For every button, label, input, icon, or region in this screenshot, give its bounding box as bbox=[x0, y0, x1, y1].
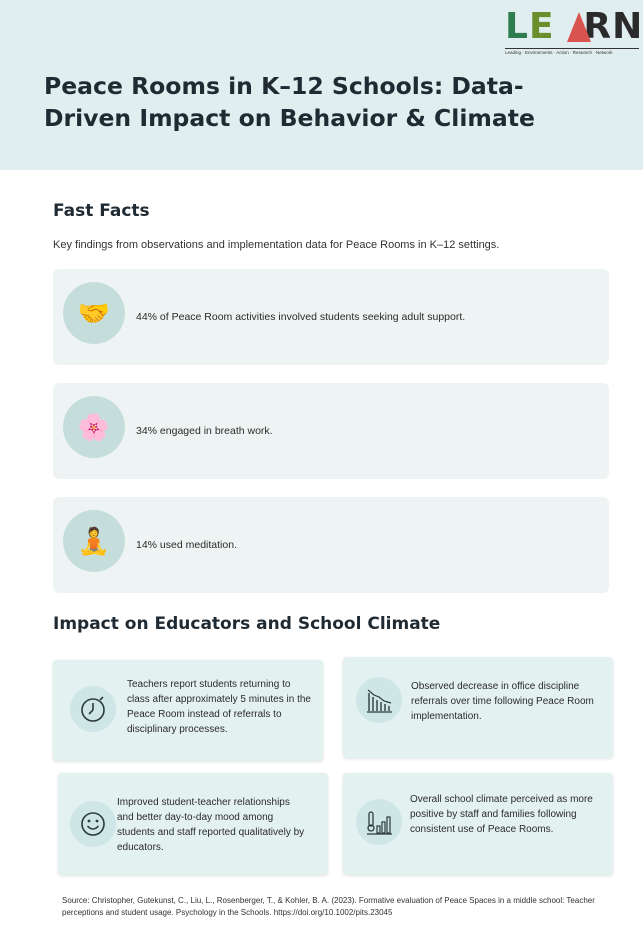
fact-card bbox=[53, 497, 609, 593]
fact-card bbox=[53, 383, 609, 479]
fact-text: 14% used meditation. bbox=[136, 539, 237, 551]
fast-facts-intro: Key findings from observations and implementation data for Peace Rooms in K–12 settings. bbox=[53, 239, 500, 251]
impact-card bbox=[343, 657, 613, 758]
smiley-icon bbox=[70, 801, 116, 847]
page-title: Peace Rooms in K–12 Schools: Data-Driven Impact on Behavior & Climate bbox=[44, 72, 535, 132]
handshake-icon: 🤝 bbox=[63, 282, 125, 344]
impact-card bbox=[53, 660, 323, 761]
impact-card-text: Overall school climate perceived as more positive by staff and families following consistent use of Peace Rooms. bbox=[410, 794, 593, 835]
logo-tagline: Leading · Environments · Action · Research · Network bbox=[505, 48, 639, 55]
source-citation: Source: Christopher, Gutekunst, C., Liu, L., Rosenberger, T., & Kohler, B. A. (2023). Formative evaluation of Peace Spaces in a middle school: Teacher perceptions and student usage. Psychology in the Schools. https://doi.org/10.1002/pits.23045 bbox=[62, 896, 595, 917]
fact-text: 34% engaged in breath work. bbox=[136, 425, 273, 437]
impact-card-text: Teachers report students returning to class after approximately 5 minutes in the Peace Room instead of referrals to disciplinary processes. bbox=[127, 679, 311, 735]
fast-facts-title: Fast Facts bbox=[53, 201, 150, 221]
logo-word: LE RN bbox=[505, 6, 643, 47]
impact-card bbox=[343, 773, 613, 875]
meditation-icon: 🧘 bbox=[63, 510, 125, 572]
thermometer-bars-icon bbox=[356, 799, 402, 845]
logo-triangle-icon bbox=[567, 12, 591, 42]
fact-card bbox=[53, 269, 609, 365]
impact-card bbox=[58, 773, 328, 875]
impact-title: Impact on Educators and School Climate bbox=[53, 614, 441, 634]
fact-text: 44% of Peace Room activities involved students seeking adult support. bbox=[136, 311, 466, 323]
header-banner bbox=[0, 0, 643, 170]
decreasing-bars-icon bbox=[356, 677, 402, 723]
impact-card-text: Observed decrease in office discipline referrals over time following Peace Room implementation. bbox=[411, 681, 594, 722]
learn-logo bbox=[505, 6, 643, 55]
stopwatch-icon bbox=[70, 686, 116, 732]
breath-flower-icon: 🌸 bbox=[63, 396, 125, 458]
impact-card-text: Improved student-teacher relationships and better day-to-day mood among students and staff reported qualitatively by educators. bbox=[117, 797, 305, 853]
